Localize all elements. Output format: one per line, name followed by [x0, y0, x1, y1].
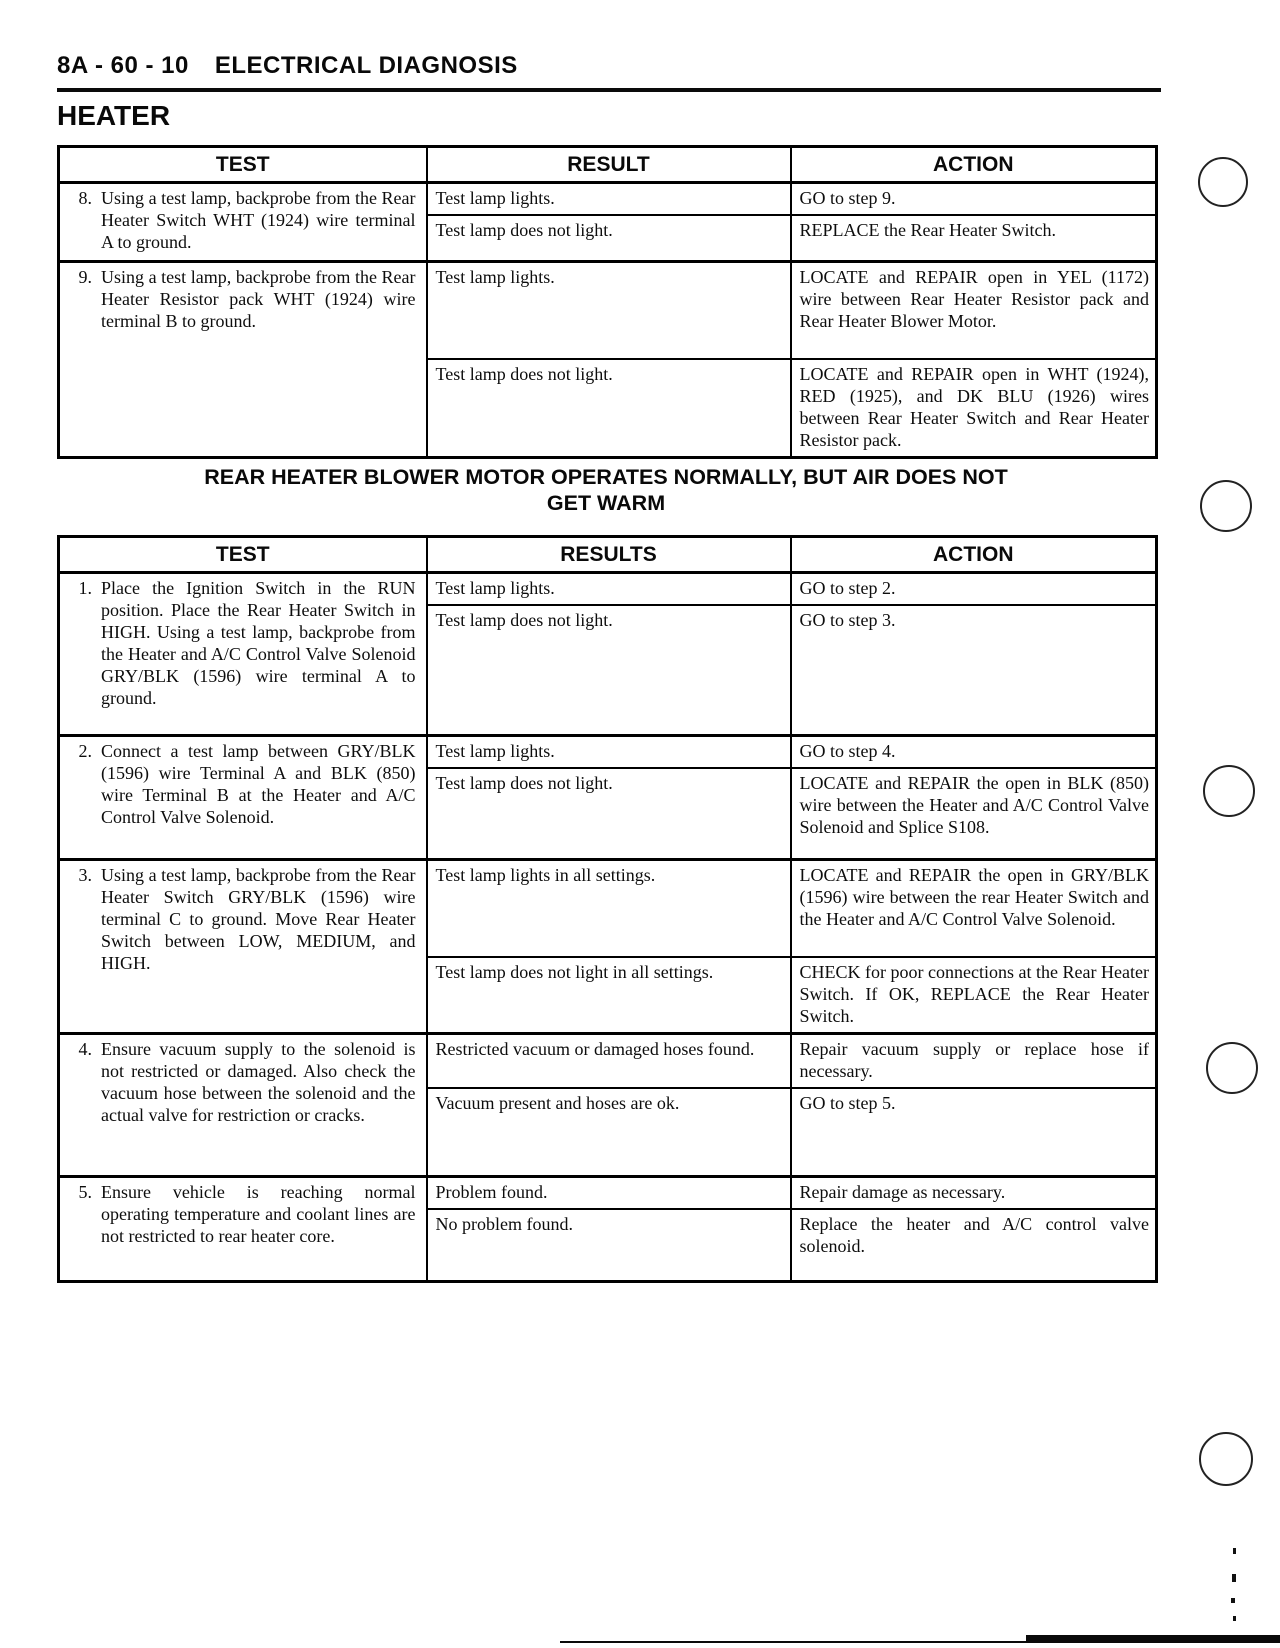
table-row	[59, 735, 1157, 768]
result-cell: Test lamp lights.	[427, 183, 791, 216]
table-row	[59, 183, 1157, 216]
test-text: Using a test lamp, backprobe from the Rear Heater Switch WHT (1924) wire terminal A to ground.	[101, 188, 416, 252]
result-cell: Vacuum present and hoses are ok.	[427, 1088, 791, 1176]
step-number: 9.	[78, 266, 92, 287]
table-header-row	[59, 537, 1157, 573]
page-code: 8A - 60 - 10	[57, 52, 189, 79]
result-cell: Test lamp does not light.	[427, 359, 791, 458]
column-header-result: RESULT	[427, 147, 791, 183]
result-cell: Problem found.	[427, 1176, 791, 1209]
action-cell: GO to step 2.	[791, 573, 1157, 606]
table-row	[59, 1176, 1157, 1209]
test-text: Ensure vacuum supply to the solenoid is not restricted or damaged. Also check the vacuum hose between the solenoid and the actual valve for restriction or cracks.	[101, 1039, 416, 1125]
action-cell: LOCATE and REPAIR the open in BLK (850) wire between the Heater and A/C Control Valve Solenoid and Splice S108.	[791, 768, 1157, 860]
scan-artifact-line	[1026, 1635, 1280, 1641]
result-cell: Restricted vacuum or damaged hoses found.	[427, 1034, 791, 1089]
result-cell: Test lamp lights.	[427, 261, 791, 359]
test-text: Using a test lamp, backprobe from the Rear Heater Resistor pack WHT (1924) wire terminal B to ground.	[101, 266, 416, 331]
punch-hole	[1206, 1042, 1258, 1094]
result-cell: Test lamp does not light in all settings.	[427, 957, 791, 1034]
table-row	[59, 573, 1157, 606]
test-step-cell	[59, 1176, 427, 1282]
table-row	[59, 1034, 1157, 1089]
scan-artifact-dot	[1231, 1598, 1235, 1603]
column-header-results: RESULTS	[427, 537, 791, 573]
test-step-cell	[59, 183, 427, 262]
scan-artifact-dot	[1233, 1616, 1236, 1621]
section-title: HEATER	[57, 100, 171, 131]
column-header-action: ACTION	[791, 537, 1157, 573]
action-cell: GO to step 3.	[791, 605, 1157, 735]
test-text: Place the Ignition Switch in the RUN position. Place the Rear Heater Switch in HIGH. Using a test lamp, backprobe from the Heater and A/C Control Valve Solenoid GRY/BLK (1596) wire terminal A to ground.	[101, 578, 416, 708]
action-cell: LOCATE and REPAIR open in WHT (1924), RED (1925), and DK BLU (1926) wires between Rear Heater Switch and Rear Heater Resistor pack.	[791, 359, 1157, 458]
result-cell: Test lamp does not light.	[427, 605, 791, 735]
test-step-cell	[59, 735, 427, 860]
step-number: 3.	[78, 865, 92, 885]
result-cell: Test lamp lights in all settings.	[427, 860, 791, 957]
test-step-cell	[59, 860, 427, 1034]
test-step-cell	[59, 1034, 427, 1177]
punch-hole	[1203, 765, 1255, 817]
action-cell: LOCATE and REPAIR the open in GRY/BLK (1596) wire between the rear Heater Switch and the Heater and A/C Control Valve Solenoid.	[791, 860, 1157, 957]
action-cell: Replace the heater and A/C control valve solenoid.	[791, 1209, 1157, 1282]
punch-hole	[1198, 157, 1248, 207]
action-cell: LOCATE and REPAIR open in YEL (1172) wire between Rear Heater Resistor pack and Rear Heater Blower Motor.	[791, 261, 1157, 359]
page-header	[57, 52, 518, 80]
rear-heater-blower-test-table	[57, 535, 1158, 1283]
step-number: 5.	[78, 1181, 92, 1202]
scan-artifact-dot	[1232, 1574, 1236, 1582]
test-step-cell	[59, 573, 427, 736]
table-row	[59, 261, 1157, 359]
scan-artifact-dot	[1233, 1548, 1236, 1554]
test-text: Ensure vehicle is reaching normal operating temperature and coolant lines are not restricted to rear heater core.	[101, 1181, 416, 1246]
column-header-test: TEST	[59, 537, 427, 573]
result-cell: Test lamp lights.	[427, 573, 791, 606]
result-cell: Test lamp does not light.	[427, 215, 791, 261]
action-cell: CHECK for poor connections at the Rear Heater Switch. If OK, REPLACE the Rear Heater Switch.	[791, 957, 1157, 1034]
table-row	[59, 860, 1157, 957]
action-cell: GO to step 5.	[791, 1088, 1157, 1176]
subsection-title-line2: GET WARM	[546, 491, 666, 515]
result-cell: No problem found.	[427, 1209, 791, 1282]
step-number: 4.	[78, 1039, 92, 1059]
result-cell: Test lamp lights.	[427, 735, 791, 768]
step-number: 8.	[78, 188, 92, 208]
action-cell: GO to step 9.	[791, 183, 1157, 216]
column-header-action: ACTION	[791, 147, 1157, 183]
action-cell: REPLACE the Rear Heater Switch.	[791, 215, 1157, 261]
test-step-cell	[59, 261, 427, 458]
step-number: 2.	[78, 740, 92, 761]
punch-hole	[1200, 480, 1252, 532]
heater-test-table	[57, 145, 1158, 459]
scan-artifact-line	[560, 1641, 1280, 1643]
punch-hole	[1199, 1432, 1253, 1486]
header-rule	[57, 88, 1161, 92]
step-number: 1.	[78, 578, 92, 598]
action-cell: GO to step 4.	[791, 735, 1157, 768]
test-text: Using a test lamp, backprobe from the Rear Heater Switch GRY/BLK (1596) wire terminal C to ground. Move Rear Heater Switch between LOW, MEDIUM, and HIGH.	[101, 865, 416, 973]
column-header-test: TEST	[59, 147, 427, 183]
test-text: Connect a test lamp between GRY/BLK (1596) wire Terminal A and BLK (850) wire Terminal B at the Heater and A/C Control Valve Solenoid.	[101, 740, 416, 827]
result-cell: Test lamp does not light.	[427, 768, 791, 860]
action-cell: Repair damage as necessary.	[791, 1176, 1157, 1209]
action-cell: Repair vacuum supply or replace hose if necessary.	[791, 1034, 1157, 1089]
page-header-title: ELECTRICAL DIAGNOSIS	[214, 52, 518, 79]
subsection-title-line1: REAR HEATER BLOWER MOTOR OPERATES NORMALLY, BUT AIR DOES NOT	[204, 465, 1008, 489]
table-header-row	[59, 147, 1157, 183]
subsection-title	[57, 464, 1155, 516]
